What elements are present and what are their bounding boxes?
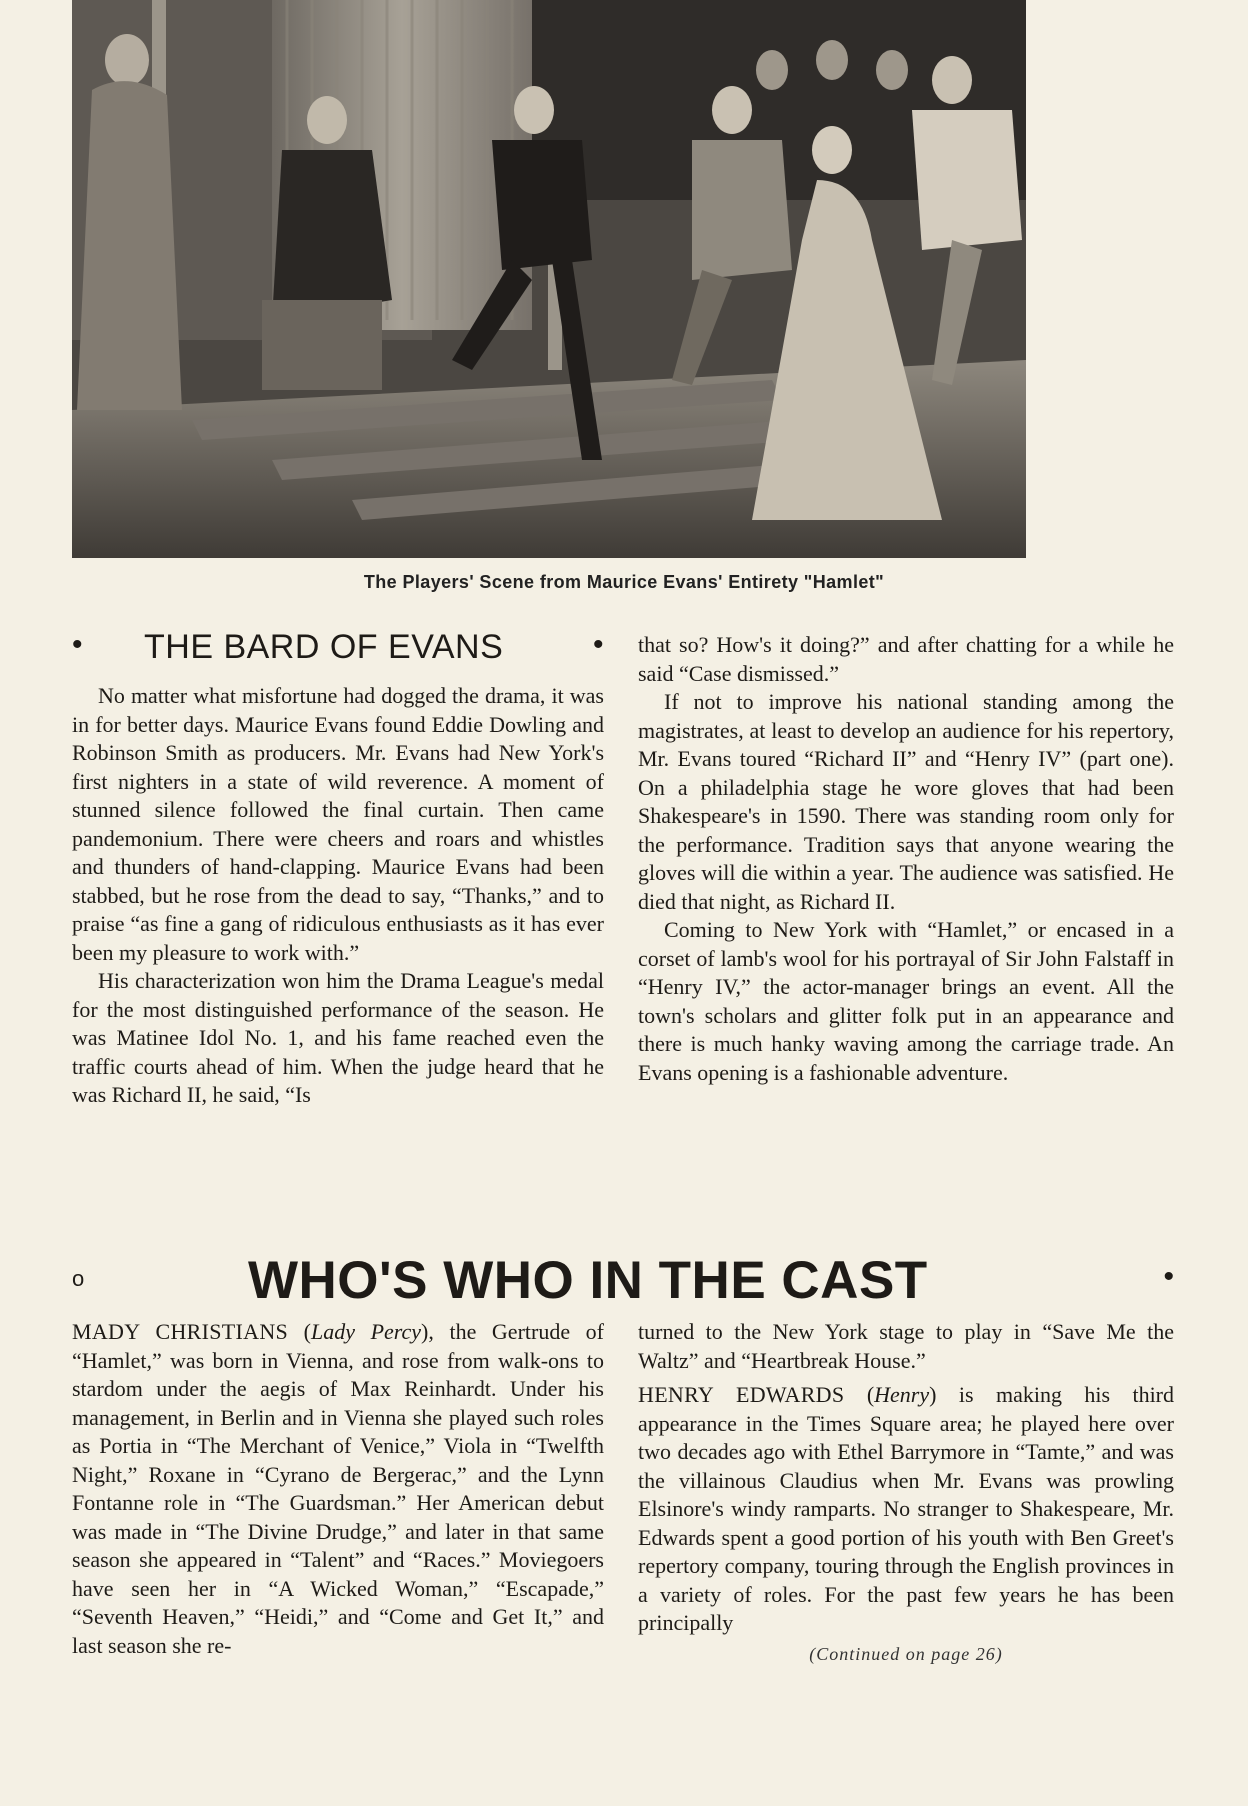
article-paragraph-2-continued: that so? How's it doing?” and after chatting for a while he said “Case dismissed.” <box>638 632 1174 686</box>
cast-column-right <box>638 1318 1174 1668</box>
bullet-left: • <box>72 628 84 661</box>
article-paragraph-4: Coming to New York with “Hamlet,” or encased in a corset of lamb's wool for his portrayal of Sir John Falstaff in “Henry IV,” the actor-manager brings an event. All the town's scholars and glitter folk put in an appearance and there is much hanky waving among the carriage trade. An Evans opening is a fashionable adventure. <box>638 917 1174 1085</box>
cast-bio: , the Gertrude of “Hamlet,” was born in Vienna, and rose from walk-ons to stardom under the aegis of Max Reinhardt. Under his management, in Berlin and in Vienna she played such roles as Portia in “The Merchant of Venice,” Viola in “Twelfth Night,” Roxane in “Cyrano de Bergerac,” and the Lynn Fontanne role in “The Guardsman.” Her American debut was made in “The Divine Drudge,” and later in that same season she appeared in “Talent” and “Races.” Moviegoers have seen her in “A Wicked Woman,” “Escapade,” “Seventh Heaven,” “Heidi,” and “Come and Get It,” and last season she re- <box>72 1319 605 1658</box>
article-paragraph-2: His characterization won him the Drama League's medal for the most distinguished performance of the season. He was Matinee Idol No. 1, and his fame reached even the traffic courts ahead of him. When the judge heard that he was Richard II, he said, “Is <box>72 968 604 1107</box>
cast-bio: is making his third appearance in the Times Square area; he played here over two decades ago with Ethel Barrymore in “Tamte,” and was the villainous Claudius when Mr. Evans was prowling Elsinore's windy ramparts. No stranger to Shakespeare, Mr. Edwards spent a good portion of his youth with Ben Greet's repertory company, touring through the English provinces in a variety of roles. For the past few years he has been principally <box>638 1382 1175 1635</box>
bullet-right: • <box>592 628 604 661</box>
photo-caption: The Players' Scene from Maurice Evans' Entirety "Hamlet" <box>363 572 885 592</box>
cast-entry-edwards: HENRY EDWARDS (Henry) is making his third appearance in the Times Square area; he played here over two decades ago with Ethel Barrymore in “Tamte,” and was the villainous Claudius when Mr. Evans was prowling Elsinore's windy ramparts. No stranger to Shakespeare, Mr. Edwards spent a good portion of his youth with Ben Greet's repertory company, touring through the English provinces in a variety of roles. For the past few years he has been principally <box>638 1382 1175 1635</box>
cast-entry-christians-continued: turned to the New York stage to play in “Save Me the Waltz” and “Heartbreak House.” <box>638 1319 1174 1373</box>
bullet-small: o <box>72 1266 85 1291</box>
article-title-text: THE BARD OF EVANS <box>144 628 504 666</box>
cast-role: Lady Percy <box>310 1319 422 1344</box>
article-column-left <box>72 682 604 1110</box>
cast-entry-christians: MADY CHRISTIANS (Lady Percy), the Gertrude of “Hamlet,” was born in Vienna, and rose from walk-ons to stardom under the aegis of Max Reinhardt. Under his management, in Berlin and in Vienna she played such roles as Portia in “The Merchant of Venice,” Viola in “Twelfth Night,” Roxane in “Cyrano de Bergerac,” and the Lynn Fontanne role in “The Guardsman.” Her American debut was made in “The Divine Drudge,” and later in that same season she appeared in “Talent” and “Races.” Moviegoers have seen her in “A Wicked Woman,” “Escapade,” “Seventh Heaven,” “Heidi,” and “Come and Get It,” and last season she re- <box>72 1319 605 1658</box>
cast-section-title-text: WHO'S WHO IN THE CAST <box>248 1251 928 1310</box>
cast-name: HENRY EDWARDS <box>638 1382 845 1407</box>
article-column-right <box>638 631 1174 1087</box>
cast-section-title <box>72 1250 1174 1316</box>
cast-column-left <box>72 1318 604 1660</box>
cast-name: MADY CHRISTIANS <box>72 1319 289 1344</box>
bullet-right-cast: • <box>1163 1260 1174 1293</box>
cast-role: Henry <box>874 1382 930 1407</box>
article-title <box>72 628 604 674</box>
article-paragraph-3: If not to improve his national standing among the magistrates, at least to develop an audience for his repertory, Mr. Evans toured “Richard II” and “Henry IV” (part one). On a philadelphia stage he wore gloves that had been Shakespeare's in 1590. There was standing room only for the performance. Tradition says that anyone wearing the gloves will die within a year. The audience was satisfied. He died that night, as Richard II. <box>638 689 1174 914</box>
stage-photo <box>72 0 1026 558</box>
players-scene-image <box>72 0 1026 558</box>
continued-note: (Continued on page 26) <box>809 1643 1003 1664</box>
article-paragraph-1: No matter what misfortune had dogged the drama, it was in for better days. Maurice Evans found Eddie Dowling and Robinson Smith as producers. Mr. Evans had New York's first nighters in a state of wild reverence. A moment of stunned silence followed the final curtain. Then came pandemonium. There were cheers and roars and whistles and thunders of hand-clapping. Maurice Evans had been stabbed, but he rose from the dead to say, “Thanks,” and to praise “as fine a gang of ridiculous enthusiasts as it has ever been my pleasure to work with.” <box>72 683 604 965</box>
